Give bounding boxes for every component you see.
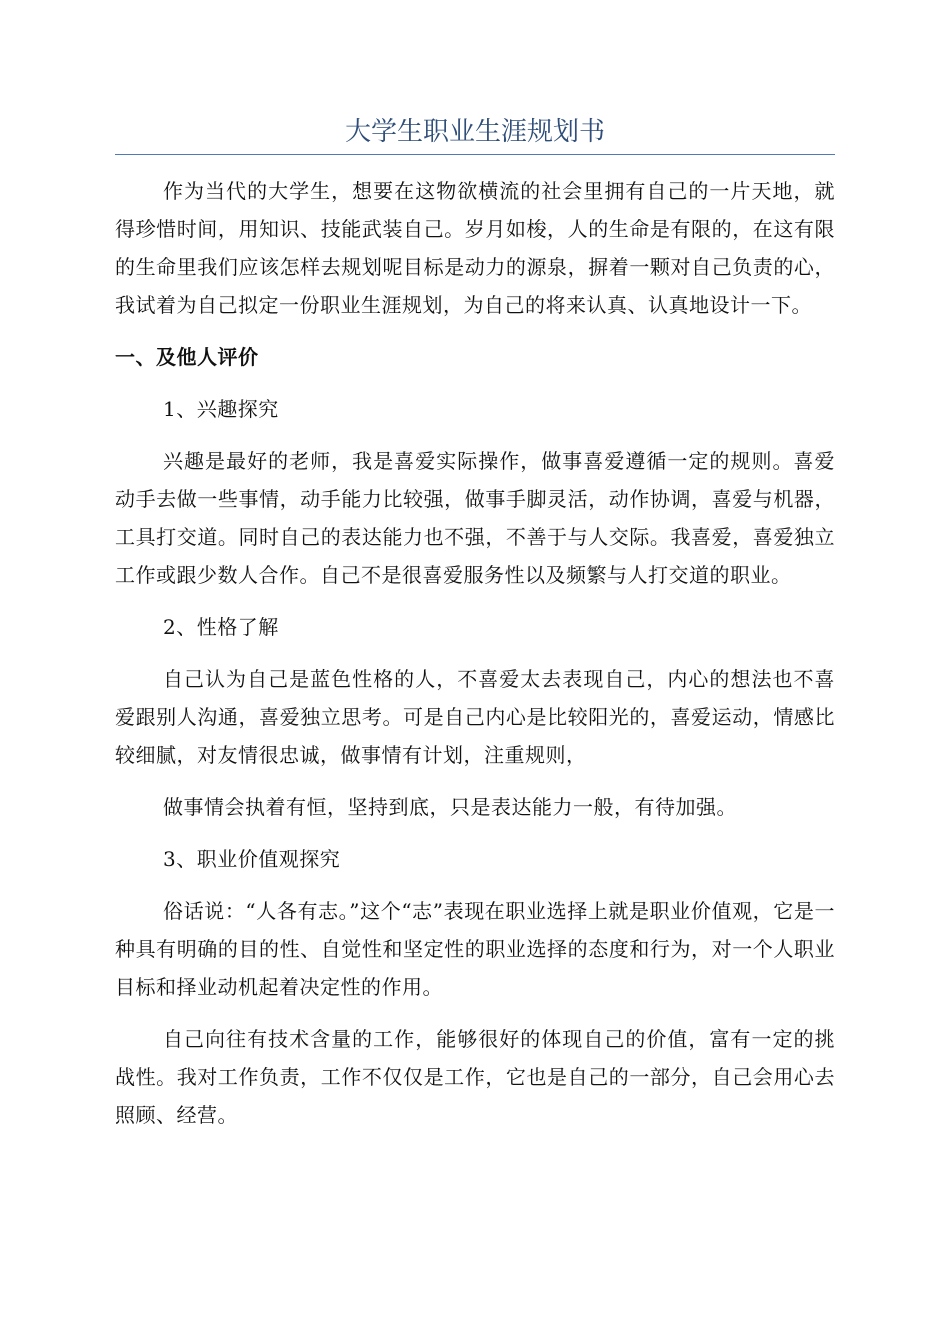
intro-paragraph: 作为当代的大学生，想要在这物欲横流的社会里拥有自己的一片天地，就得珍惜时间，用知识、技能武装自己。岁月如梭，人的生命是有限的，在这有限的生命里我们应该怎样去规划呢目标是动力的源泉，摒着一颗对自己负责的心，我试着为自己拟定一份职业生涯规划，为自己的将来认真、认真地设计一下。: [115, 179, 835, 317]
section-heading: 一、及他人评价: [115, 345, 259, 369]
page-title: 大学生职业生涯规划书: [344, 117, 605, 147]
subsection-heading-interest: 1、兴趣探究: [163, 397, 279, 421]
values-paragraph-2: 自己向往有技术含量的工作，能够很好的体现自己的价值，富有一定的挑战性。我对工作负责，工作不仅仅是工作，它也是自己的一部分，自己会用心去照顾、经营。: [115, 1027, 835, 1127]
personality-paragraph-2: 做事情会执着有恒，坚持到底，只是表达能力一般，有待加强。: [163, 795, 737, 819]
personality-paragraph-1: 自己认为自己是蓝色性格的人，不喜爱太去表现自己，内心的想法也不喜爱跟别人沟通，喜爱独立思考。可是自己内心是比较阳光的，喜爱运动，情感比较细腻，对友情很忠诚，做事情有计划，注重规则，: [115, 667, 835, 767]
interest-paragraph: 兴趣是最好的老师，我是喜爱实际操作，做事喜爱遵循一定的规则。喜爱动手去做一些事情，动手能力比较强，做事手脚灵活，动作协调，喜爱与机器，工具打交道。同时自己的表达能力也不强，不善于与人交际。我喜爱，喜爱独立工作或跟少数人合作。自己不是很喜爱服务性以及频繁与人打交道的职业。: [115, 449, 835, 587]
values-paragraph-1: 俗话说：“人各有志。”这个“志”表现在职业选择上就是职业价值观，它是一种具有明确的目的性、自觉性和坚定性的职业选择的态度和行为，对一个人职业目标和择业动机起着决定性的作用。: [115, 899, 835, 999]
title-underline: [115, 154, 835, 155]
subsection-heading-values: 3、职业价值观探究: [163, 847, 341, 871]
subsection-heading-personality: 2、性格了解: [163, 615, 279, 639]
document-body: [115, 172, 835, 1148]
